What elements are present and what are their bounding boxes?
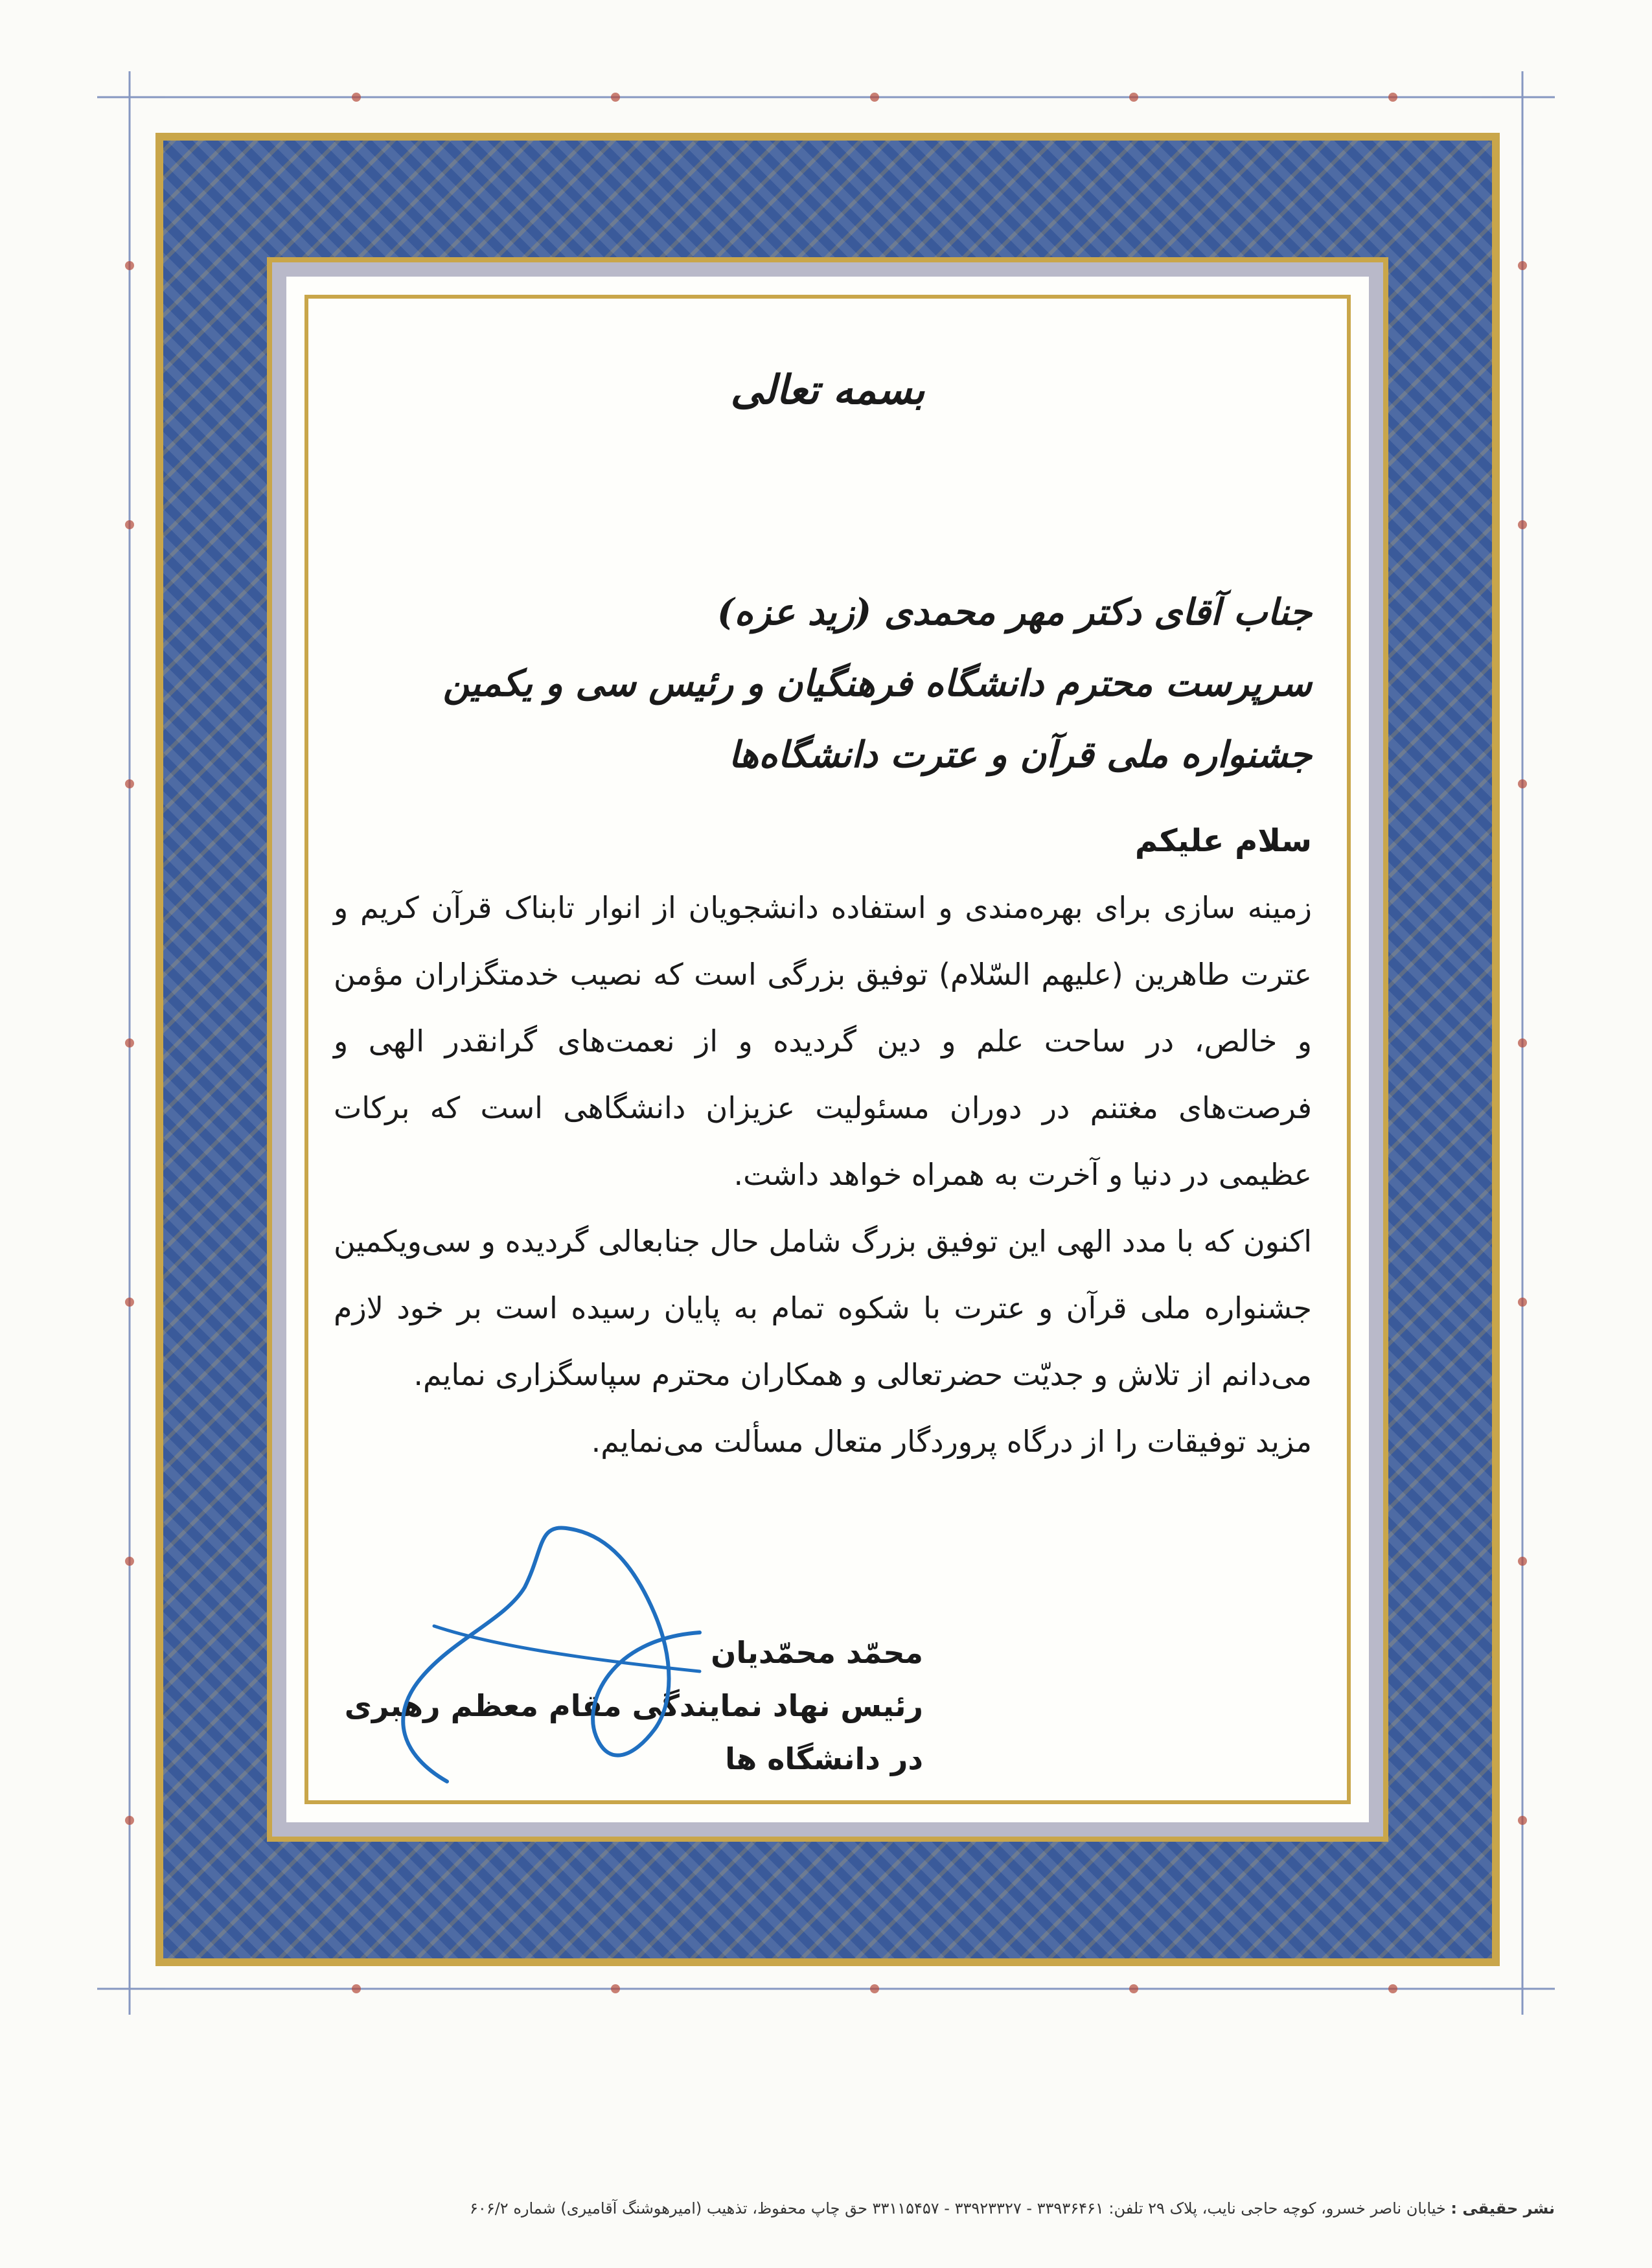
greeting: سلام علیکم — [1134, 823, 1312, 859]
addressee-block — [340, 577, 1312, 790]
signatory-title-2: در دانشگاه ها — [725, 1741, 923, 1776]
body-paragraph-1: زمینه سازی برای بهره‌مندی و استفاده دانشجویان از انوار تابناک قرآن کریم و عترت طاهرین (علیهم السّلام) توفیق بزرگی است که نصیب خدمتگزاران مؤمن و خالص، در ساحت علم و دین گردیده و از نعمت‌های گرانقدر الهی و فرصت‌های مغتنم در دوران مسئولیت عزیزان دانشگاهی است که برکات عظیمی در دنیا و آخرت به همراه خواهد داشت. — [334, 890, 1312, 1192]
body-paragraph-2: اکنون که با مدد الهی این توفیق بزرگ شامل حال جنابعالی گردیده و سی‌ویکمین جشنواره ملی قرآن و عترت با شکوه تمام به پایان رسیده است بر خود لازم می‌دانم از تلاش و جدیّت حضرتعالی و همکاران محترم سپاسگزاری نمایم. — [334, 1224, 1312, 1392]
signatory-name: محمّد محمّدیان — [711, 1635, 923, 1670]
signatory-title: رئیس نهاد نمایندگی مقام معظم رهبری — [344, 1688, 923, 1723]
letter-body — [334, 875, 1312, 1475]
footer-label: نشر حقیقی : — [1451, 2199, 1555, 2217]
handwritten-signature — [363, 1509, 726, 1807]
bismillah-heading: بسمه تعالی — [730, 366, 925, 413]
printer-footer — [470, 2199, 1555, 2217]
addressee-name: جناب آقای دکتر مهر محمدی (زید عزه) — [717, 591, 1312, 634]
footer-text: خیابان ناصر خسرو، کوچه حاجی نایب، پلاک ۲۹ تلفن: ۳۳۹۳۶۴۶۱ - ۳۳۹۲۳۳۲۷ - ۳۳۱۱۵۴۵۷ حق چاپ محفوظ، تذهیب (امیرهوشنگ آقامیری) شماره ۶۰۶/۲ — [470, 2199, 1446, 2217]
body-paragraph-3: مزید توفیقات را از درگاه پروردگار متعال مسألت می‌نمایم. — [591, 1424, 1312, 1459]
addressee-position: سرپرست محترم دانشگاه فرهنگیان و رئیس سی و یکمین جشنواره ملی قرآن و عترت دانشگاه‌ها — [442, 662, 1312, 776]
